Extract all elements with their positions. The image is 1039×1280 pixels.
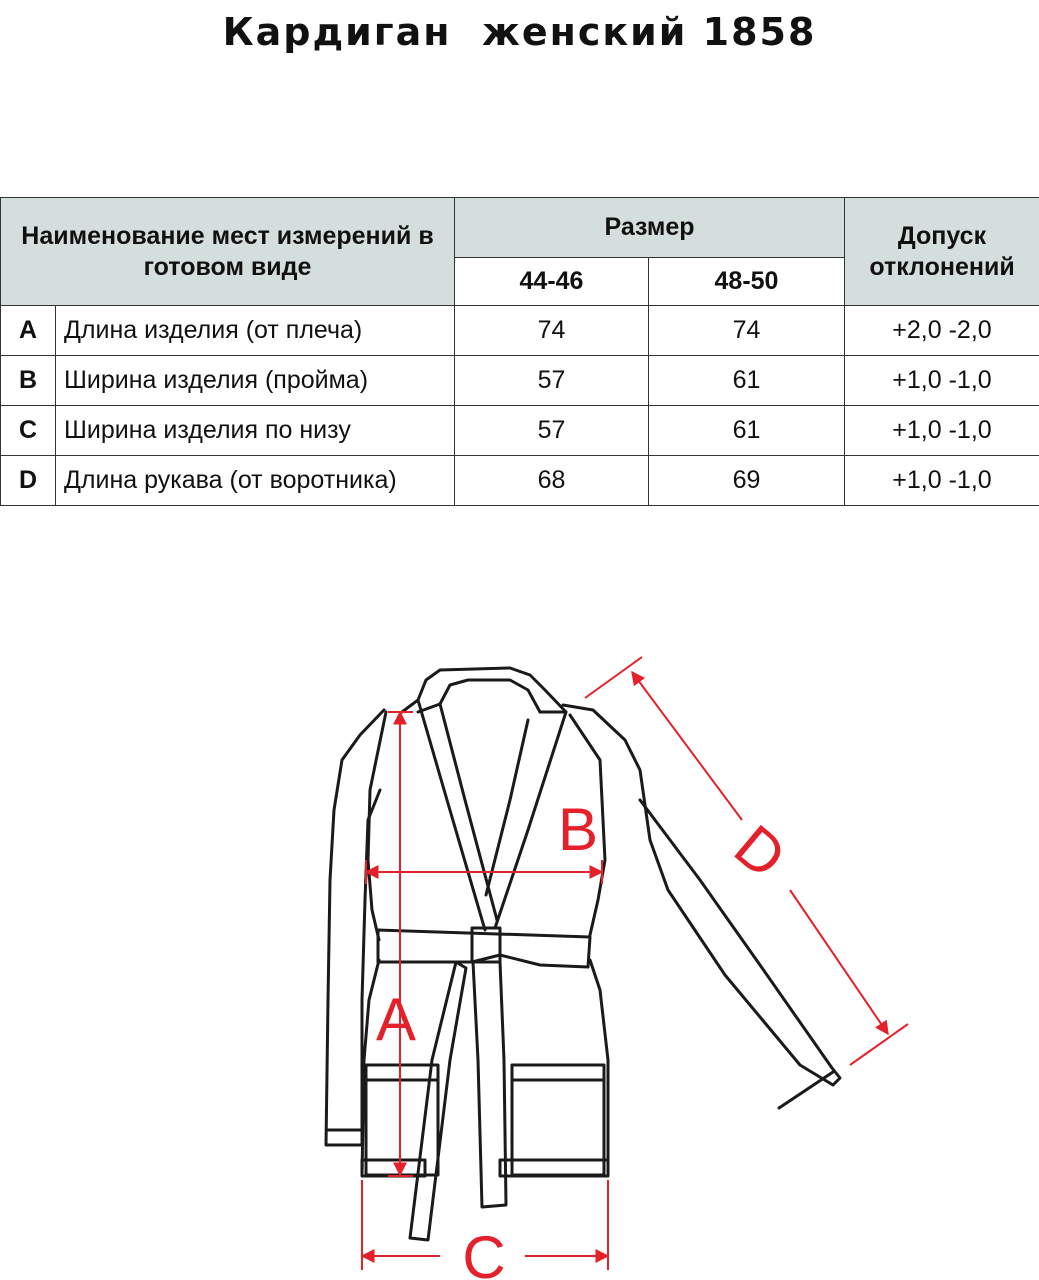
header-size-2: 48-50 xyxy=(649,258,845,306)
table-row xyxy=(1,406,1039,456)
row-name: Ширина изделия (пройма) xyxy=(56,356,455,406)
label-d: D xyxy=(722,812,799,892)
collar-inner xyxy=(440,680,540,712)
row-size-1-value: 74 xyxy=(455,306,649,356)
measure-d-tick-bottom xyxy=(850,1024,908,1065)
row-code: B xyxy=(1,356,56,406)
row-size-2-value: 61 xyxy=(649,406,845,456)
row-code: A xyxy=(1,306,56,356)
header-size-1: 44-46 xyxy=(455,258,649,306)
measure-d-line-upper xyxy=(632,672,742,820)
cardigan-measurement-diagram xyxy=(0,640,1039,1280)
row-name: Длина рукава (от воротника) xyxy=(56,456,455,506)
header-size: Размер xyxy=(455,198,845,258)
row-name: Длина изделия (от плеча) xyxy=(56,306,455,356)
measure-d-tick-top xyxy=(585,657,642,698)
left-front-band xyxy=(402,700,485,930)
row-name: Ширина изделия по низу xyxy=(56,406,455,456)
cardigan-outline xyxy=(326,668,840,1240)
page-title: Кардиган женский 1858 xyxy=(222,10,817,54)
right-front-band-inner xyxy=(486,720,528,895)
row-size-1-value: 68 xyxy=(455,456,649,506)
row-tolerance: +1,0 -1,0 xyxy=(845,356,1039,406)
row-tolerance: +2,0 -2,0 xyxy=(845,306,1039,356)
table-row xyxy=(1,356,1039,406)
right-cuff-line xyxy=(779,1072,833,1108)
row-size-1-value: 57 xyxy=(455,356,649,406)
row-size-2-value: 74 xyxy=(649,306,845,356)
label-c: C xyxy=(462,1224,506,1280)
row-code: C xyxy=(1,406,56,456)
row-size-2-value: 69 xyxy=(649,456,845,506)
measure-d-line-lower xyxy=(790,890,888,1034)
row-code: D xyxy=(1,456,56,506)
size-chart-table xyxy=(0,197,1039,506)
header-tolerance: Допуск отклонений xyxy=(845,198,1039,306)
row-size-2-value: 61 xyxy=(649,356,845,406)
row-size-1-value: 57 xyxy=(455,406,649,456)
label-a: A xyxy=(375,986,417,1053)
table-row xyxy=(1,456,1039,506)
row-tolerance: +1,0 -1,0 xyxy=(845,456,1039,506)
table-row xyxy=(1,306,1039,356)
header-measurement-name: Наименование мест измерений в готовом виде xyxy=(1,198,455,306)
label-b: B xyxy=(557,796,599,863)
body-left-side xyxy=(368,712,386,940)
row-tolerance: +1,0 -1,0 xyxy=(845,406,1039,456)
